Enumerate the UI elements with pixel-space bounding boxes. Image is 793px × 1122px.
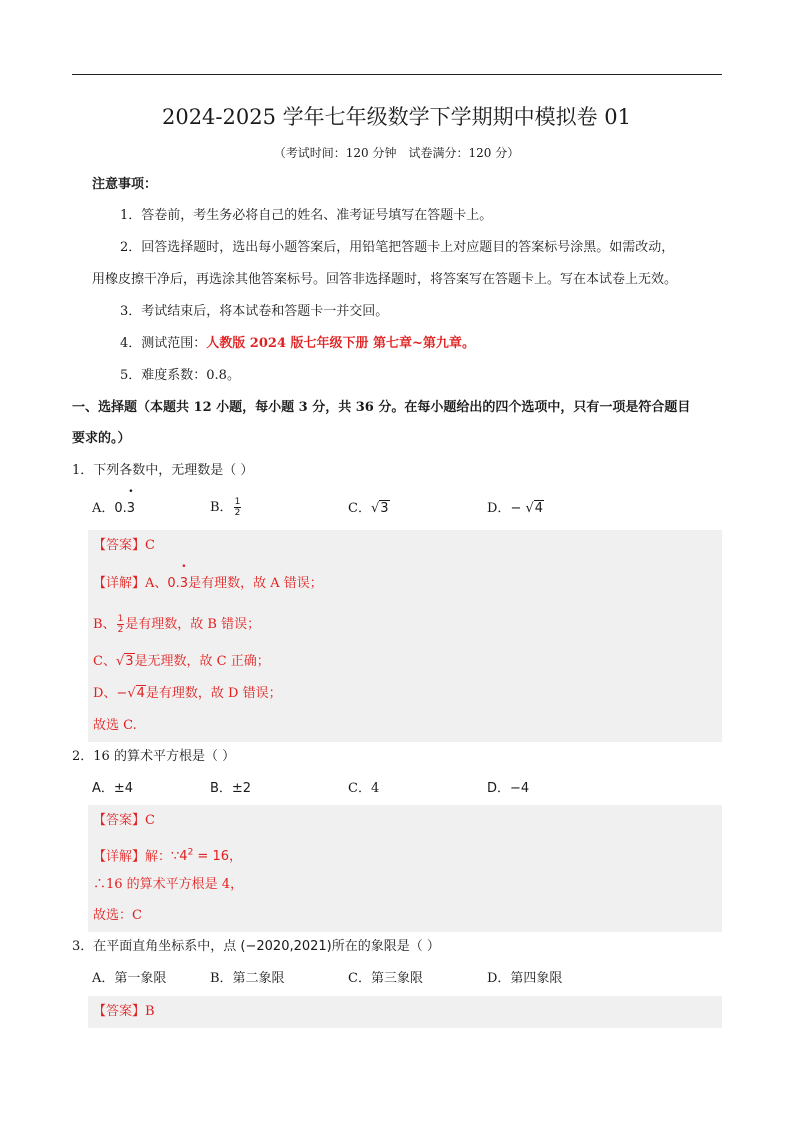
q3-answer-box bbox=[88, 996, 722, 1028]
note-item: 2．回答选择题时，选出每小题答案后，用铅笔把答题卡上对应题目的答案标号涂黑。如需改动， bbox=[120, 240, 675, 255]
page-title: 2024-2025 学年七年级数学下学期期中模拟卷 01 bbox=[161, 105, 632, 129]
q2-conclusion: 故选：C bbox=[93, 908, 142, 923]
q2-step: ∴16 的算术平方根是 4， bbox=[93, 877, 244, 892]
q2-option-c: C．4 bbox=[348, 781, 380, 796]
q1-option-a: A．0.• 3 bbox=[92, 499, 135, 519]
notes-heading: 注意事项： bbox=[92, 177, 158, 192]
q1-detail-a: 【详解】A、0.• 3是有理数，故 A 错误； bbox=[93, 574, 323, 594]
q2-detail: 【详解】解：$\because 4^2 = 16$， bbox=[93, 848, 242, 865]
q1-option-c: C．√3 bbox=[348, 501, 389, 516]
section-heading: 一、选择题（本题共 12 小题，每小题 3 分，共 36 分。在每小题给出的四个选项中，只有一项是符合题目 bbox=[72, 400, 691, 415]
note-scope: 4．测试范围：人教版 2024 版七年级下册 第七章~第九章。 bbox=[120, 336, 475, 351]
note-item: 1．答卷前，考生务必将自己的姓名、准考证号填写在答题卡上。 bbox=[120, 208, 493, 223]
question-3-stem: 3．在平面直角坐标系中，点 (−2020,2021)所在的象限是（ ） bbox=[72, 939, 440, 954]
question-2-stem: 2．16 的算术平方根是（ ） bbox=[72, 749, 236, 764]
q1-option-b: B． $\frac{1}{2}$ bbox=[210, 497, 241, 518]
question-1-stem: 1．下列各数中，无理数是（ ） bbox=[72, 463, 254, 478]
q3-option-c: C．第三象限 bbox=[348, 971, 423, 986]
q1-answer-box bbox=[88, 530, 722, 742]
q3-point: (−2020,2021) bbox=[240, 939, 332, 954]
q1-conclusion: 故选 C. bbox=[93, 718, 137, 733]
q2-answer: 【答案】C bbox=[93, 813, 155, 828]
q2-option-a: A．±4 bbox=[92, 781, 134, 796]
scope-value: 人教版 2024 版七年级下册 第七章~第九章 bbox=[206, 336, 462, 351]
q1-answer: 【答案】C bbox=[93, 538, 155, 553]
q1-detail-b: B、 $\frac{1}{2}$ 是有理数，故 B 错误； bbox=[93, 614, 261, 635]
q2-option-d: D．−4 bbox=[487, 781, 530, 796]
note-difficulty: 5．难度系数：0.8。 bbox=[120, 368, 240, 383]
note-item: 3．考试结束后，将本试卷和答题卡一并交回。 bbox=[120, 304, 389, 319]
q1-detail-c: C、√3是无理数，故 C 正确； bbox=[93, 654, 270, 669]
section-heading-cont: 要求的。） bbox=[72, 431, 131, 446]
q3-answer: 【答案】B bbox=[93, 1004, 155, 1019]
header-rule bbox=[72, 74, 722, 75]
q3-option-b: B．第二象限 bbox=[210, 971, 285, 986]
note-item: 用橡皮擦干净后，再选涂其他答案标号。回答非选择题时，将答案写在答题卡上。写在本试卷上无效。 bbox=[92, 272, 678, 287]
q2-option-b: B．±2 bbox=[210, 781, 252, 796]
q1-detail-d: D、−√4是有理数，故 D 错误； bbox=[93, 686, 282, 701]
q1-option-d: D．− √4 bbox=[487, 501, 544, 516]
q2-answer-box bbox=[88, 805, 722, 932]
q3-option-d: D．第四象限 bbox=[487, 971, 563, 986]
exam-info: （考试时间：120 分钟 试卷满分：120 分） bbox=[273, 146, 520, 160]
q3-option-a: A．第一象限 bbox=[92, 971, 167, 986]
